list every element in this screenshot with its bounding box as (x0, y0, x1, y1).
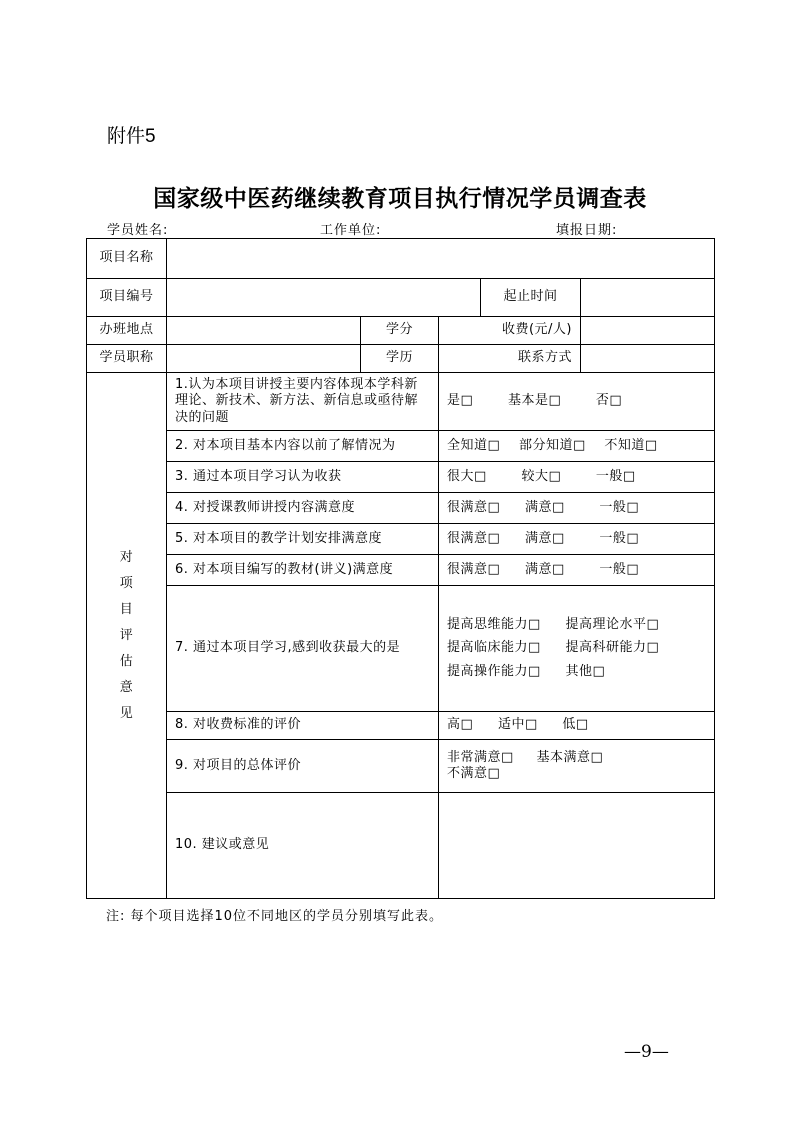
question-options (439, 712, 715, 740)
option-checkbox[interactable]: 很大□ (447, 468, 487, 484)
question-text: 6. 对本项目编写的教材(讲义)满意度 (167, 555, 439, 586)
credits-label: 学分 (361, 317, 439, 345)
option-checkbox[interactable]: 提高理论水平□ (565, 617, 660, 633)
question-row (87, 462, 715, 493)
question-text: 5. 对本项目的教学计划安排满意度 (167, 524, 439, 555)
question-options (439, 555, 715, 586)
project-number-field[interactable] (167, 279, 481, 317)
option-checkbox[interactable]: 基本满意□ (536, 749, 604, 765)
section-char: 见 (119, 705, 134, 721)
question-options (439, 462, 715, 493)
option-checkbox[interactable]: 否□ (595, 393, 623, 409)
evaluation-section-label (87, 373, 167, 899)
question-row (87, 493, 715, 524)
question-text: 7. 通过本项目学习,感到收获最大的是 (167, 586, 439, 712)
location-label: 办班地点 (87, 317, 167, 345)
option-checkbox[interactable]: 一般□ (595, 468, 636, 484)
question-text: 10. 建议或意见 (167, 793, 439, 899)
survey-table (86, 238, 715, 899)
question-text: 3. 通过本项目学习认为收获 (167, 462, 439, 493)
period-label: 起止时间 (481, 279, 581, 317)
question-row (87, 373, 715, 431)
question-text: 2. 对本项目基本内容以前了解情况为 (167, 431, 439, 462)
fee-field[interactable] (581, 317, 715, 345)
section-char: 意 (119, 679, 134, 695)
question-text: 4. 对授课教师讲授内容满意度 (167, 493, 439, 524)
option-checkbox[interactable]: 一般□ (599, 530, 640, 546)
attachment-label: 附件5 (107, 126, 156, 147)
fee-label: 收费(元/人) (439, 317, 581, 345)
question-text: 1.认为本项目讲授主要内容体现本学科新理论、新技术、新方法、新信息或亟待解决的问题 (167, 373, 439, 431)
question-text: 8. 对收费标准的评价 (167, 712, 439, 740)
option-checkbox[interactable]: 部分知道□ (518, 437, 586, 453)
question-options (439, 431, 715, 462)
period-field[interactable] (581, 279, 715, 317)
option-checkbox[interactable]: 提高科研能力□ (565, 640, 660, 656)
question-options (439, 524, 715, 555)
option-checkbox[interactable]: 提高操作能力□ (447, 663, 541, 679)
education-label: 学历 (361, 345, 439, 373)
project-number-label: 项目编号 (87, 279, 167, 317)
fill-date-label: 填报日期: (556, 223, 618, 238)
question-row (87, 712, 715, 740)
contact-label: 联系方式 (439, 345, 581, 373)
suggestion-field[interactable] (439, 793, 715, 899)
option-checkbox[interactable]: 全知道□ (447, 437, 501, 453)
title-rank-field[interactable] (167, 345, 361, 373)
project-name-field[interactable] (167, 239, 715, 279)
option-checkbox[interactable]: 很满意□ (447, 499, 501, 515)
option-checkbox[interactable]: 满意□ (524, 530, 565, 546)
option-checkbox[interactable]: 提高临床能力□ (447, 640, 541, 656)
footnote: 注: 每个项目选择10位不同地区的学员分别填写此表。 (106, 909, 444, 924)
question-row (87, 524, 715, 555)
option-checkbox[interactable]: 适中□ (497, 717, 538, 733)
option-checkbox[interactable]: 满意□ (524, 499, 565, 515)
option-checkbox[interactable]: 非常满意□ (447, 749, 514, 765)
title-rank-label: 学员职称 (87, 345, 167, 373)
page-number: —9— (624, 1042, 669, 1062)
option-checkbox[interactable]: 满意□ (524, 561, 565, 577)
page-title: 国家级中医药继续教育项目执行情况学员调查表 (153, 185, 647, 212)
option-checkbox[interactable]: 低□ (562, 717, 589, 733)
section-char: 评 (119, 627, 134, 643)
project-name-label: 项目名称 (87, 239, 167, 279)
option-checkbox[interactable]: 很满意□ (447, 530, 501, 546)
option-checkbox[interactable]: 不满意□ (447, 766, 501, 781)
option-checkbox[interactable]: 很满意□ (447, 561, 501, 577)
question-text: 9. 对项目的总体评价 (167, 740, 439, 793)
info-row-project-number (87, 279, 715, 317)
section-char: 对 (119, 549, 134, 565)
section-char: 项 (119, 575, 134, 591)
work-unit-label: 工作单位: (320, 223, 382, 238)
info-row-location (87, 317, 715, 345)
info-row-title-rank (87, 345, 715, 373)
question-options (439, 586, 715, 712)
contact-field[interactable] (581, 345, 715, 373)
option-checkbox[interactable]: 一般□ (599, 499, 640, 515)
info-row-project-name (87, 239, 715, 279)
question-options (439, 373, 715, 431)
location-field[interactable] (167, 317, 361, 345)
question-row (87, 793, 715, 899)
section-char: 估 (119, 653, 134, 669)
option-checkbox[interactable]: 一般□ (599, 561, 640, 577)
question-row (87, 740, 715, 793)
option-checkbox[interactable]: 高□ (447, 717, 474, 733)
option-checkbox[interactable]: 是□ (447, 393, 474, 409)
question-options (439, 740, 715, 793)
question-row (87, 431, 715, 462)
question-options (439, 493, 715, 524)
option-checkbox[interactable]: 不知道□ (604, 437, 658, 453)
option-checkbox[interactable]: 其他□ (565, 663, 606, 679)
option-checkbox[interactable]: 基本是□ (507, 393, 562, 409)
question-row (87, 586, 715, 712)
student-name-label: 学员姓名: (107, 223, 169, 238)
section-char: 目 (119, 601, 134, 617)
question-row (87, 555, 715, 586)
option-checkbox[interactable]: 较大□ (521, 468, 562, 484)
option-checkbox[interactable]: 提高思维能力□ (447, 617, 541, 633)
